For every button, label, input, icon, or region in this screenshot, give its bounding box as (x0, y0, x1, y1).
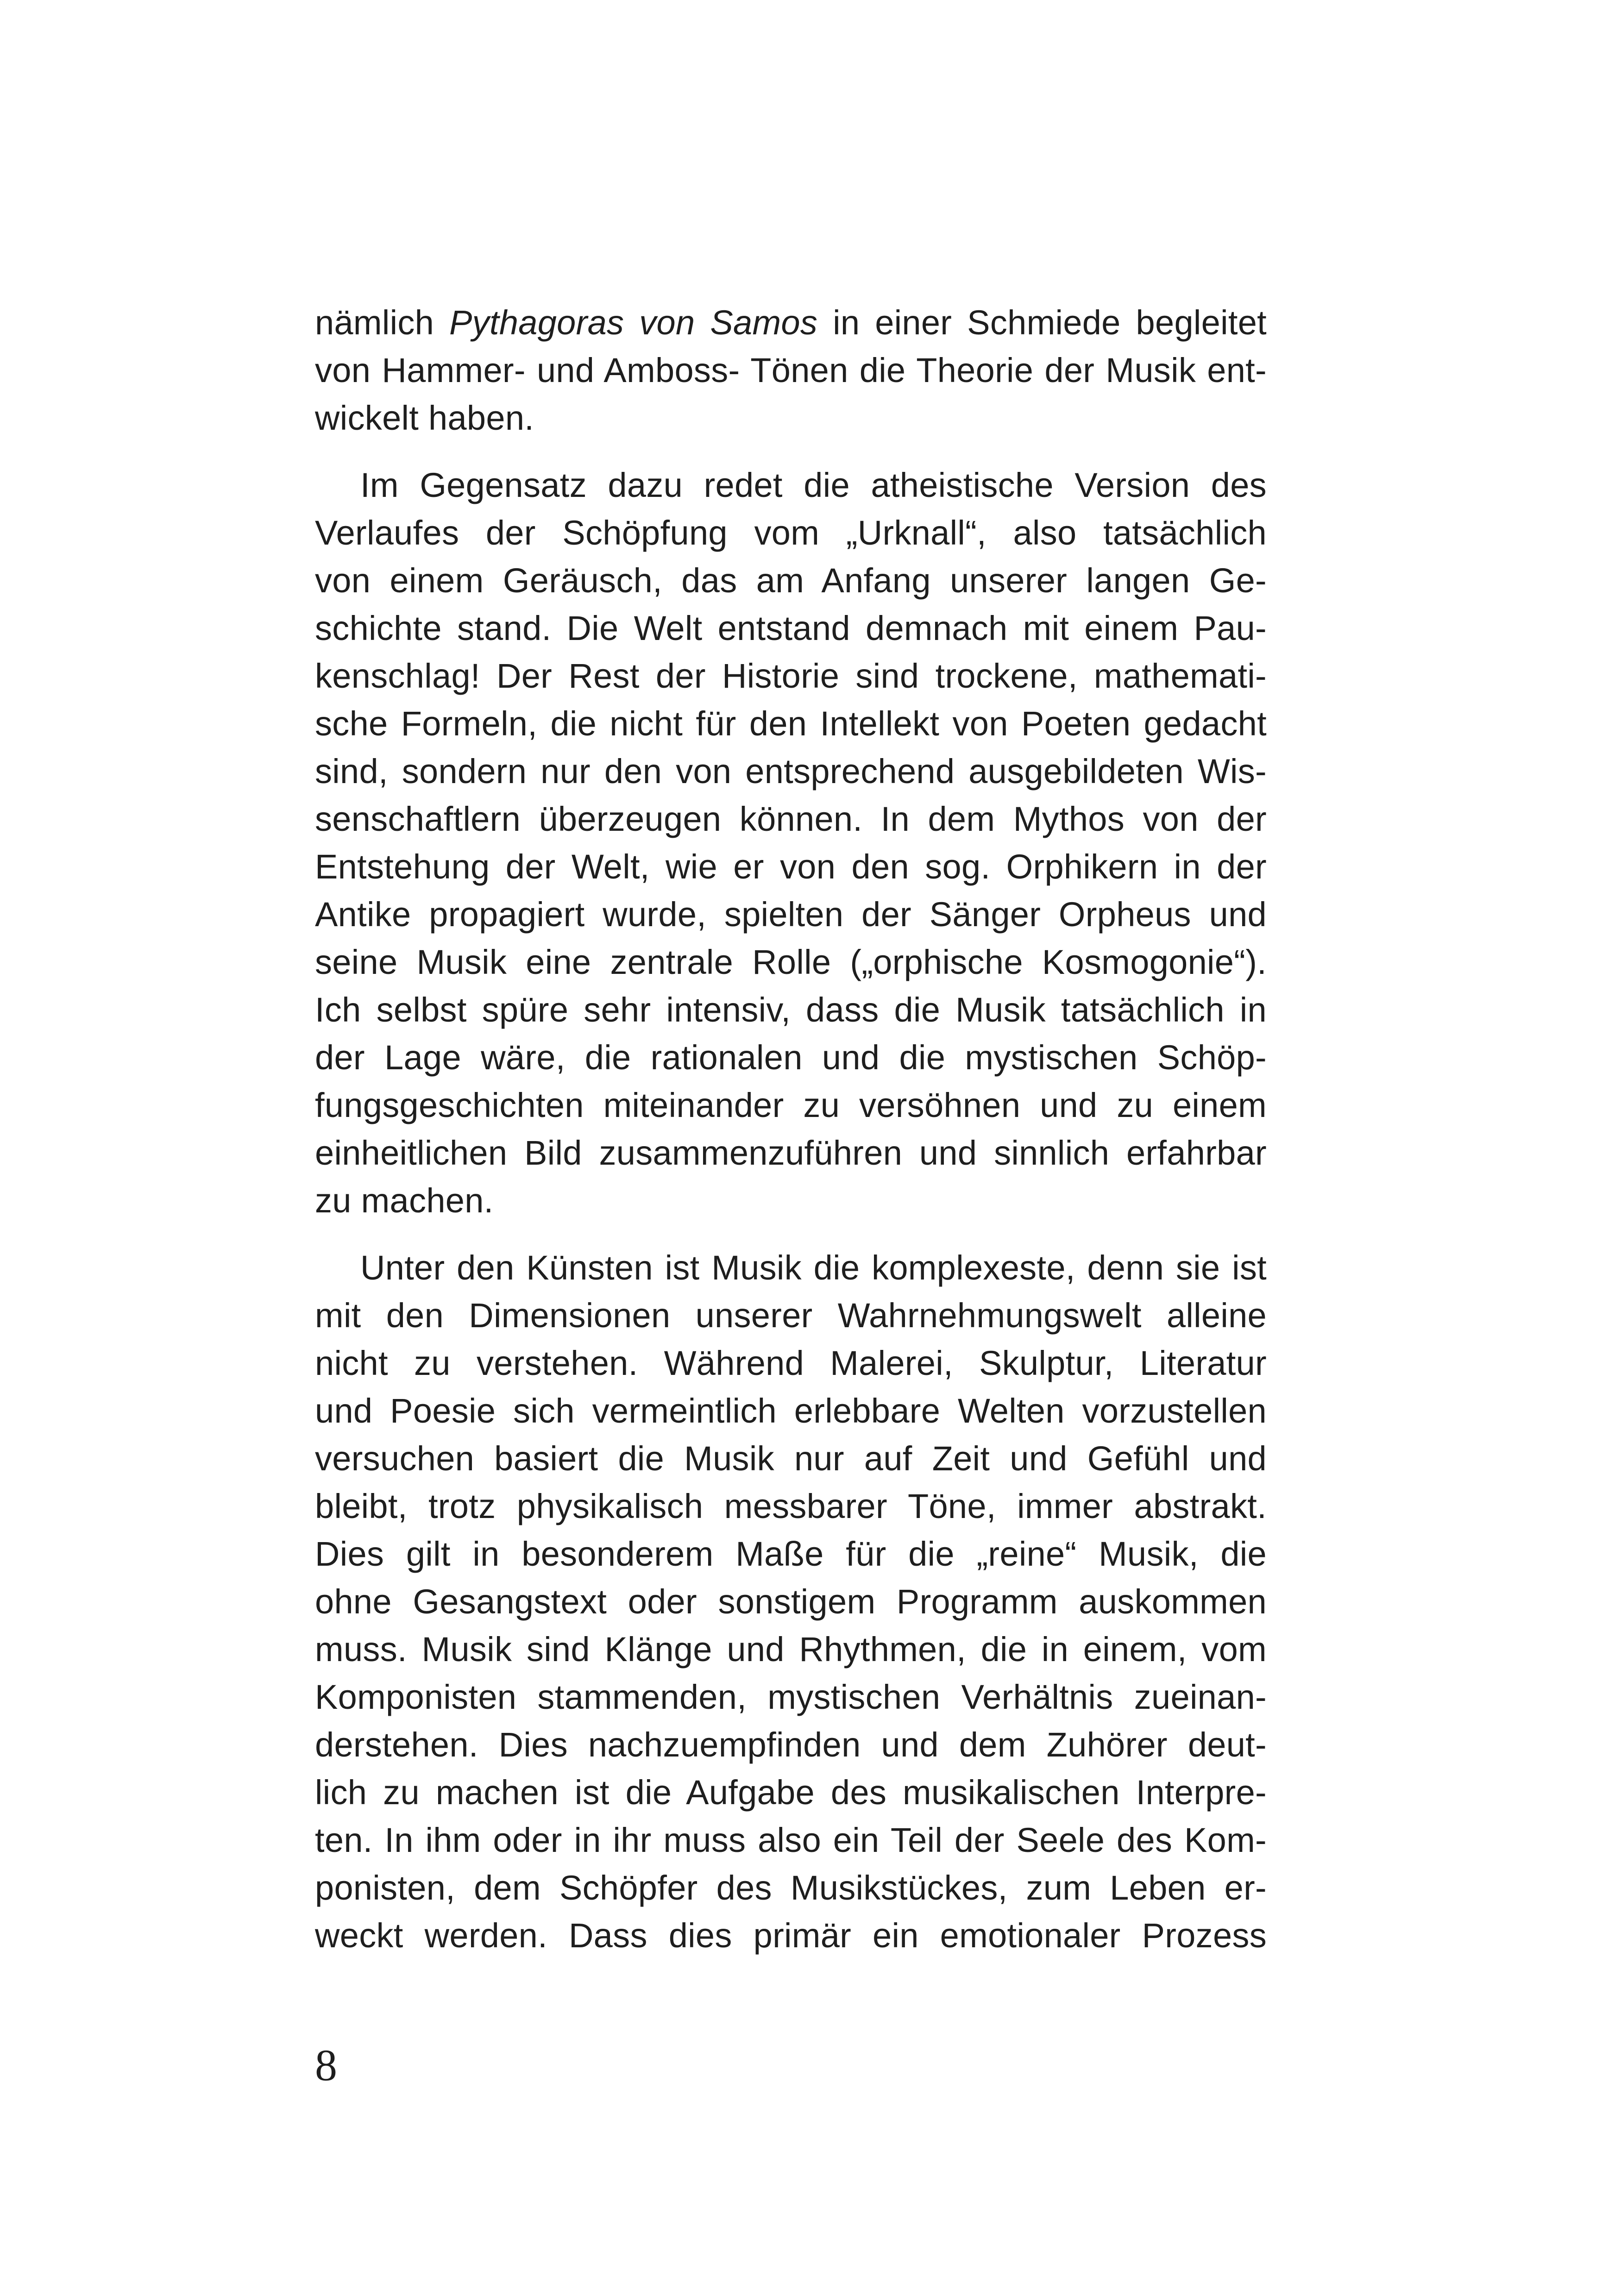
text-line (315, 1625, 1267, 1673)
text-segment: Entstehung der Welt, wie er von den sog. Orphikern in der (315, 847, 1267, 886)
text-segment: von Hammer- und Amboss- Tönen die Theorie der Musik ent- (315, 351, 1267, 389)
text-segment: muss. Musik sind Klänge und Rhythmen, die in einem, vom (315, 1630, 1267, 1669)
text-line (315, 1034, 1267, 1081)
text-segment: fungsgeschichten miteinander zu versöhnen und zu einem (315, 1086, 1267, 1124)
text-segment: in einer Schmiede begleitet (817, 303, 1267, 342)
text-line (315, 1816, 1267, 1864)
paragraph-gap (315, 442, 1267, 461)
text-line (315, 1387, 1267, 1435)
text-line (315, 1129, 1267, 1177)
text-line (315, 938, 1267, 986)
text-line (315, 795, 1267, 843)
paragraph-p1 (315, 299, 1267, 442)
text-line (315, 1769, 1267, 1816)
text-segment: sche Formeln, die nicht für den Intellekt von Poeten gedacht (315, 704, 1267, 743)
text-line (315, 1081, 1267, 1129)
text-segment: versuchen basiert die Musik nur auf Zeit und Gefühl und (315, 1439, 1267, 1478)
text-line (315, 652, 1267, 700)
text-segment: Im Gegensatz dazu redet die atheistische Version des (360, 466, 1267, 504)
text-line (315, 461, 1267, 509)
text-segment: sind, sondern nur den von entsprechend ausgebildeten Wis- (315, 752, 1267, 790)
text-segment: lich zu machen ist die Aufgabe des musikalischen Interpre- (315, 1773, 1267, 1812)
text-segment: kenschlag! Der Rest der Historie sind trockene, mathemati- (315, 657, 1267, 695)
text-segment: derstehen. Dies nachzuempfinden und dem Zuhörer deut- (315, 1725, 1267, 1764)
text-segment: Antike propagiert wurde, spielten der Sänger Orpheus und (315, 895, 1267, 934)
paragraph-p3 (315, 1244, 1267, 1959)
body-text (315, 299, 1267, 1959)
text-segment: ten. In ihm oder in ihr muss also ein Teil der Seele des Kom- (315, 1821, 1267, 1859)
text-segment: bleibt, trotz physikalisch messbarer Töne, immer abstrakt. (315, 1487, 1267, 1525)
text-line (315, 1578, 1267, 1625)
text-line (315, 1244, 1267, 1292)
text-segment: und Poesie sich vermeintlich erlebbare Welten vorzustellen (315, 1392, 1267, 1430)
text-segment: weckt werden. Dass dies primär ein emotionaler Prozess (315, 1916, 1267, 1955)
text-segment: mit den Dimensionen unserer Wahrnehmungswelt alleine (315, 1296, 1267, 1335)
text-line (315, 843, 1267, 891)
text-line (315, 1435, 1267, 1482)
text-segment: einheitlichen Bild zusammenzuführen und sinnlich erfahrbar (315, 1134, 1267, 1172)
paragraph-gap (315, 1224, 1267, 1244)
text-segment: nicht zu verstehen. Während Malerei, Skulptur, Literatur (315, 1344, 1267, 1382)
text-segment: Unter den Künsten ist Musik die komplexeste, denn sie ist (360, 1248, 1267, 1287)
text-segment: der Lage wäre, die rationalen und die mystischen Schöp- (315, 1038, 1267, 1077)
text-line (315, 1530, 1267, 1578)
text-line (315, 700, 1267, 747)
text-segment: senschaftlern überzeugen können. In dem Mythos von der (315, 800, 1267, 838)
text-segment: wickelt haben. (315, 399, 534, 437)
text-line (315, 1864, 1267, 1912)
text-line (315, 1177, 1267, 1224)
text-segment: seine Musik eine zentrale Rolle („orphische Kosmogonie“). (315, 943, 1267, 981)
text-segment: nämlich (315, 303, 449, 342)
text-line (315, 346, 1267, 394)
text-segment: Ich selbst spüre sehr intensiv, dass die Musik tatsächlich in (315, 991, 1267, 1029)
text-line (315, 604, 1267, 652)
text-line (315, 1339, 1267, 1387)
text-segment: Verlaufes der Schöpfung vom „Urknall“, also tatsächlich (315, 514, 1267, 552)
text-segment: Dies gilt in besonderem Maße für die „reine“ Musik, die (315, 1535, 1267, 1573)
paragraph-p2 (315, 461, 1267, 1224)
page-number: 8 (315, 2040, 337, 2090)
text-line (315, 1292, 1267, 1339)
text-line (315, 986, 1267, 1034)
text-line (315, 557, 1267, 604)
text-segment: zu machen. (315, 1181, 494, 1220)
italic-text: Pythagoras von Samos (449, 303, 818, 342)
text-line (315, 1912, 1267, 1959)
text-segment: schichte stand. Die Welt entstand demnach mit einem Pau- (315, 609, 1267, 647)
text-line (315, 747, 1267, 795)
text-line (315, 1721, 1267, 1769)
text-line (315, 1673, 1267, 1721)
text-line (315, 509, 1267, 557)
text-line (315, 394, 1267, 442)
text-segment: ohne Gesangstext oder sonstigem Programm auskommen (315, 1582, 1267, 1621)
text-line (315, 1482, 1267, 1530)
text-line (315, 891, 1267, 938)
text-segment: ponisten, dem Schöpfer des Musikstückes, zum Leben er- (315, 1869, 1267, 1907)
text-line (315, 299, 1267, 346)
text-segment: Komponisten stammenden, mystischen Verhältnis zueinan- (315, 1678, 1267, 1716)
text-segment: von einem Geräusch, das am Anfang unserer langen Ge- (315, 561, 1267, 600)
